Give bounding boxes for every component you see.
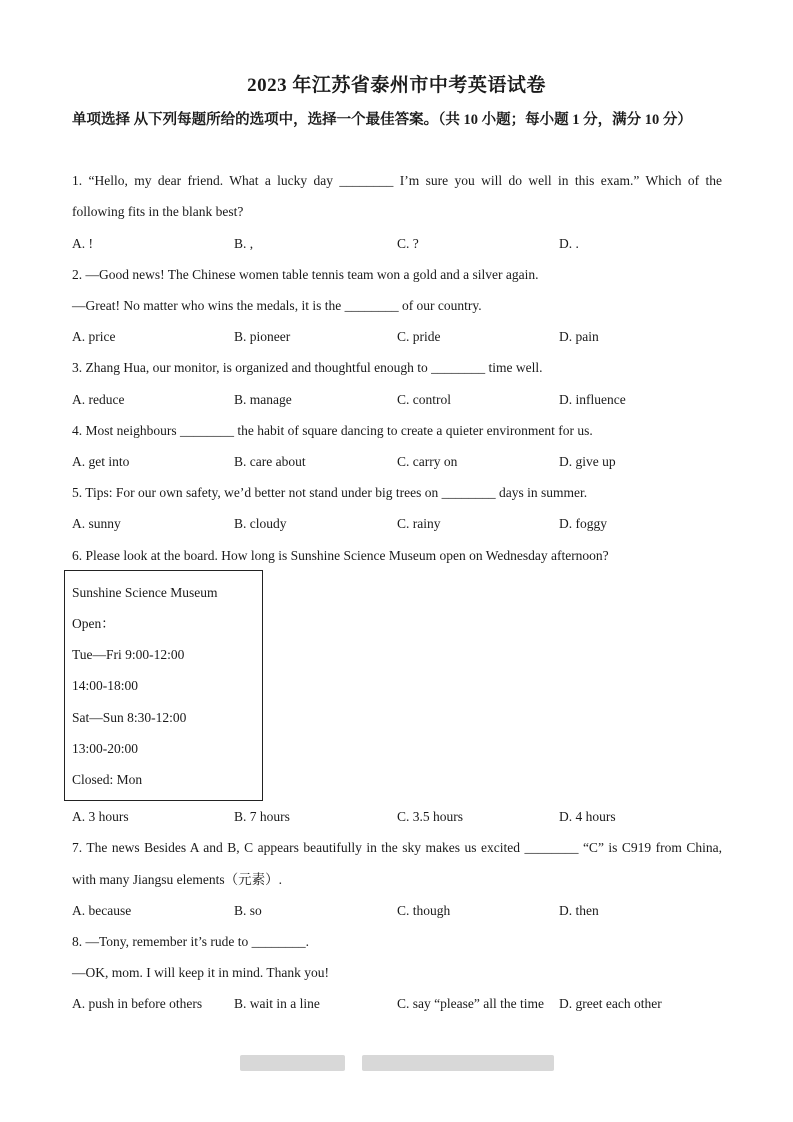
q8-option-b: B. wait in a line — [234, 996, 320, 1011]
q7-option-b: B. so — [234, 903, 262, 918]
q1-option-a: A. ! — [72, 236, 93, 251]
q3-option-d: D. influence — [559, 392, 626, 407]
question-4-line-1: 4. Most neighbours ________ the habit of square dancing to create a quieter environment for us. — [72, 423, 593, 438]
question-3-line-1: 3. Zhang Hua, our monitor, is organized and thoughtful enough to ________ time well. — [72, 360, 543, 375]
q8-option-a: A. push in before others — [72, 996, 203, 1011]
board-line-5: Sat—Sun 8:30-12:00 — [72, 710, 187, 725]
board-line-2: Open： — [72, 616, 115, 631]
q1-option-c: C. ? — [397, 236, 419, 251]
question-1-line-2: following fits in the blank best? — [72, 204, 244, 219]
q7-option-a: A. because — [72, 903, 132, 918]
q3-option-a: A. reduce — [72, 392, 125, 407]
q2-option-c: C. pride — [397, 329, 441, 344]
board-line-4: 14:00-18:00 — [72, 678, 138, 693]
board-line-7: Closed: Mon — [72, 772, 143, 787]
footer-watermark-right — [362, 1055, 554, 1071]
question-8-line-2: —OK, mom. I will keep it in mind. Thank you! — [72, 965, 329, 980]
footer-watermark-left — [240, 1055, 345, 1071]
q2-option-d: D. pain — [559, 329, 599, 344]
question-7-line-2: with many Jiangsu elements（元素）. — [72, 872, 282, 887]
q4-option-b: B. care about — [234, 454, 306, 469]
page-title: 2023 年江苏省泰州市中考英语试卷 — [247, 75, 546, 96]
q5-option-a: A. sunny — [72, 516, 121, 531]
q2-option-a: A. price — [72, 329, 116, 344]
board-line-6: 13:00-20:00 — [72, 741, 138, 756]
q7-option-d: D. then — [559, 903, 599, 918]
question-5-line-1: 5. Tips: For our own safety, we’d better not stand under big trees on ________ days in summer. — [72, 485, 588, 500]
section-instructions: 单项选择 从下列每题所给的选项中，选择一个最佳答案。（共 10 小题；每小题 1 分，满分 10 分） — [72, 112, 692, 128]
q2-option-b: B. pioneer — [234, 329, 291, 344]
q6-option-a: A. 3 hours — [72, 809, 129, 824]
question-7-line-1: 7. The news Besides A and B, C appears beautifully in the sky makes us excited ________ “C” is C919 from China, — [72, 840, 722, 855]
question-8-line-1: 8. —Tony, remember it’s rude to ________. — [72, 934, 310, 949]
q7-option-c: C. though — [397, 903, 451, 918]
q6-option-d: D. 4 hours — [559, 809, 616, 824]
q3-option-b: B. manage — [234, 392, 292, 407]
q5-option-c: C. rainy — [397, 516, 441, 531]
question-1-line-1: 1. “Hello, my dear friend. What a lucky day ________ I’m sure you will do well in this exam.” Which of the — [72, 173, 722, 188]
q6-option-c: C. 3.5 hours — [397, 809, 464, 824]
question-6-line-1: 6. Please look at the board. How long is Sunshine Science Museum open on Wednesday afternoon? — [72, 548, 609, 563]
q4-option-c: C. carry on — [397, 454, 458, 469]
q4-option-d: D. give up — [559, 454, 616, 469]
board-line-1: Sunshine Science Museum — [72, 585, 218, 600]
board-line-3: Tue—Fri 9:00-12:00 — [72, 647, 185, 662]
q1-option-b: B. , — [234, 236, 254, 251]
q5-option-b: B. cloudy — [234, 516, 287, 531]
question-2-line-1: 2. —Good news! The Chinese women table tennis team won a gold and a silver again. — [72, 267, 539, 282]
question-2-line-2: —Great! No matter who wins the medals, it is the ________ of our country. — [72, 298, 482, 313]
q4-option-a: A. get into — [72, 454, 130, 469]
q6-option-b: B. 7 hours — [234, 809, 290, 824]
q1-option-d: D. . — [559, 236, 579, 251]
q5-option-d: D. foggy — [559, 516, 607, 531]
q3-option-c: C. control — [397, 392, 451, 407]
q8-option-c: C. say “please” all the time — [397, 996, 544, 1011]
q8-option-d: D. greet each other — [559, 996, 662, 1011]
